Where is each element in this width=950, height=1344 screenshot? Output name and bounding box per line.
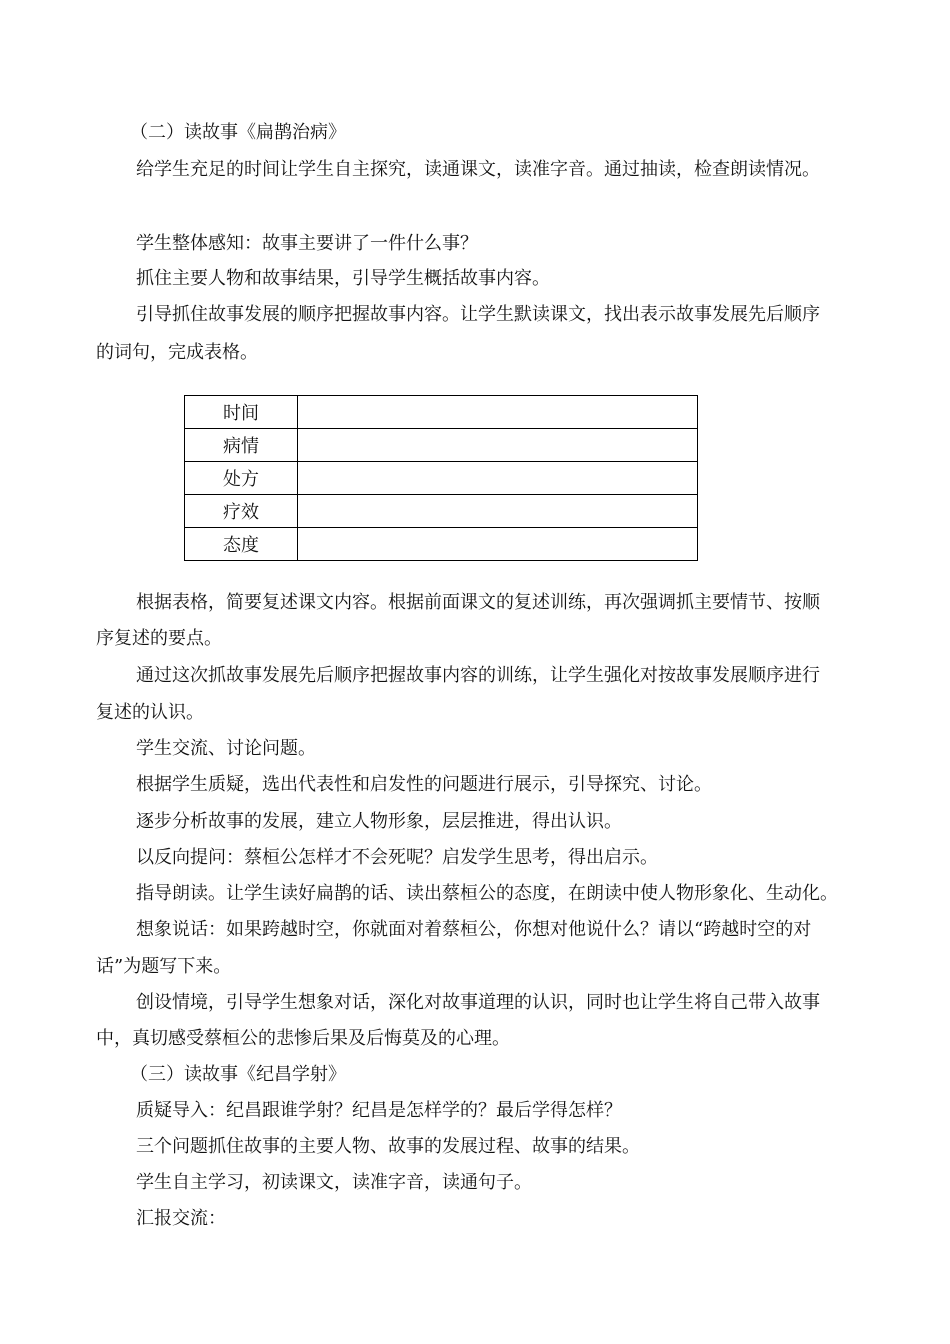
table-row-label: 时间	[185, 396, 298, 429]
paragraph-continuation: 中，真切感受蔡桓公的悲惨后果及后悔莫及的心理。	[96, 1028, 510, 1049]
table-row	[185, 528, 698, 561]
paragraph-continuation: 序复述的要点。	[96, 628, 222, 649]
paragraph: 逐步分析故事的发展，建立人物形象，层层推进，得出认识。	[136, 811, 622, 832]
paragraph: 以反向提问：蔡桓公怎样才不会死呢？启发学生思考，得出启示。	[136, 847, 658, 868]
table-row-blank	[298, 396, 698, 429]
table-row	[185, 429, 698, 462]
paragraph-continuation: 复述的认识。	[96, 702, 204, 723]
paragraph: 抓住主要人物和故事结果，引导学生概括故事内容。	[136, 268, 550, 289]
paragraph-continuation: 话”为题写下来。	[96, 956, 232, 977]
table-row-blank	[298, 495, 698, 528]
paragraph: 汇报交流：	[136, 1208, 226, 1229]
paragraph: 学生交流、讨论问题。	[136, 738, 316, 759]
paragraph: 学生整体感知：故事主要讲了一件什么事？	[136, 233, 478, 254]
paragraph: 通过这次抓故事发展先后顺序把握故事内容的训练，让学生强化对按故事发展顺序进行	[136, 665, 820, 686]
story-progress-table	[184, 395, 698, 561]
table-row-blank	[298, 429, 698, 462]
paragraph-continuation: 的词句，完成表格。	[96, 342, 258, 363]
table-row	[185, 495, 698, 528]
paragraph: 学生自主学习，初读课文，读准字音，读通句子。	[136, 1172, 532, 1193]
paragraph: 引导抓住故事发展的顺序把握故事内容。让学生默读课文，找出表示故事发展先后顺序	[136, 304, 820, 325]
paragraph: 质疑导入：纪昌跟谁学射？纪昌是怎样学的？最后学得怎样？	[136, 1100, 622, 1121]
table-row-blank	[298, 462, 698, 495]
table-row	[185, 396, 698, 429]
table-row-label: 病情	[185, 429, 298, 462]
table-row	[185, 462, 698, 495]
table-row-blank	[298, 528, 698, 561]
paragraph: 根据学生质疑，选出代表性和启发性的问题进行展示，引导探究、讨论。	[136, 774, 712, 795]
paragraph: 根据表格，简要复述课文内容。根据前面课文的复述训练，再次强调抓主要情节、按顺	[136, 592, 820, 613]
table-row-label: 疗效	[185, 495, 298, 528]
section-heading-bianque: （二）读故事《扁鹊治病》	[130, 122, 346, 143]
table-row-label: 态度	[185, 528, 298, 561]
section-heading-jichang: （三）读故事《纪昌学射》	[130, 1064, 346, 1085]
paragraph: 三个问题抓住故事的主要人物、故事的发展过程、故事的结果。	[136, 1136, 640, 1157]
paragraph: 想象说话：如果跨越时空，你就面对着蔡桓公，你想对他说什么？请以“跨越时空的对	[136, 919, 812, 940]
table-row-label: 处方	[185, 462, 298, 495]
paragraph: 创设情境，引导学生想象对话，深化对故事道理的认识，同时也让学生将自己带入故事	[136, 992, 820, 1013]
paragraph: 指导朗读。让学生读好扁鹊的话、读出蔡桓公的态度，在朗读中使人物形象化、生动化。	[136, 883, 838, 904]
paragraph: 给学生充足的时间让学生自主探究，读通课文，读准字音。通过抽读，检查朗读情况。	[136, 159, 820, 180]
